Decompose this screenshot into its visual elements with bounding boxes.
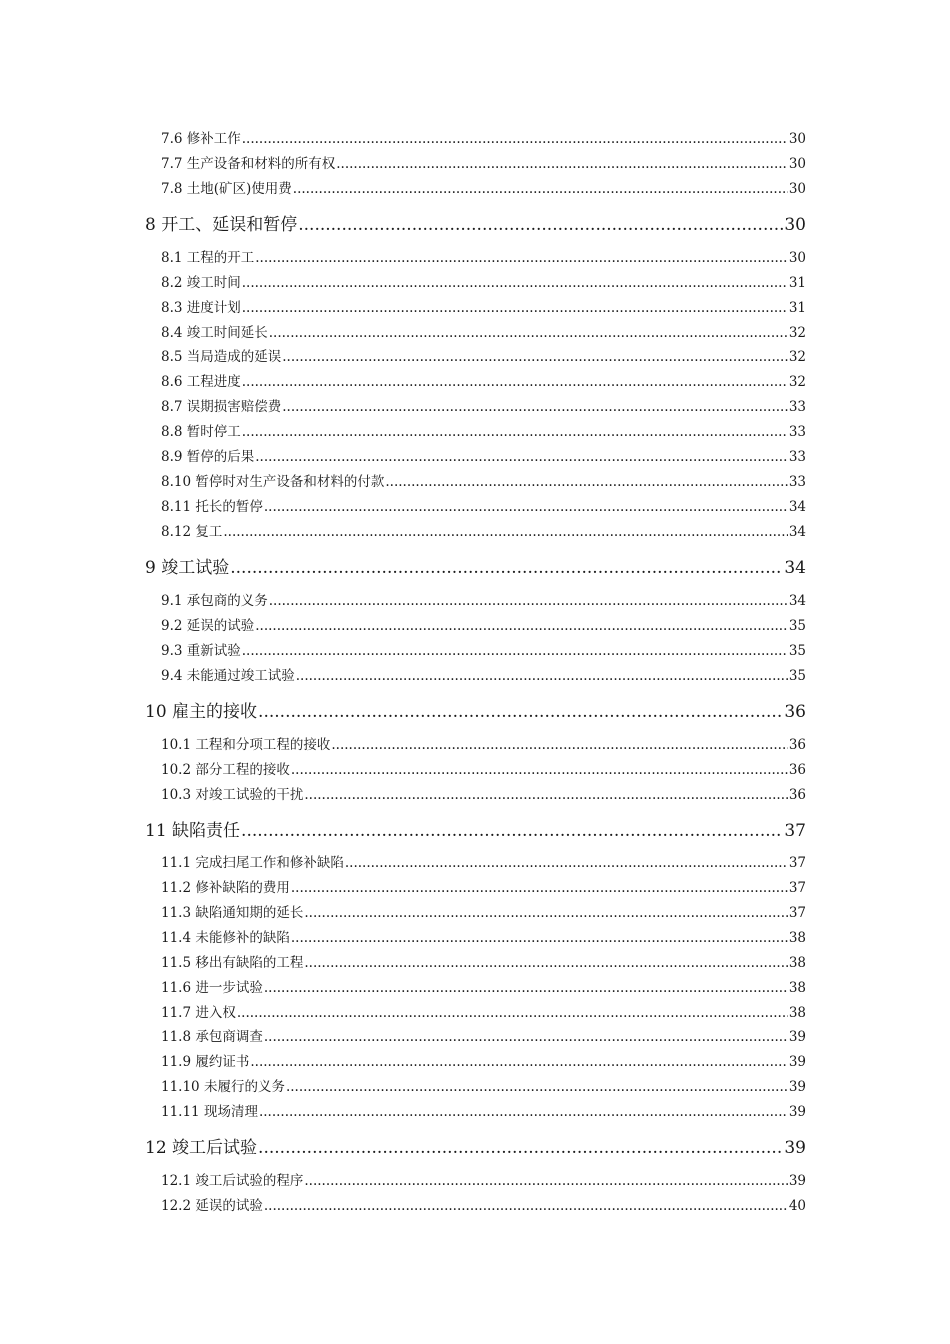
dot-leader: [345, 855, 788, 871]
toc-entry-title: 11.1 完成扫尾工作和修补缺陷: [161, 855, 344, 871]
toc-page-number: 32: [788, 349, 806, 365]
toc-entry-title: 10.3 对竣工试验的干扰: [161, 787, 304, 803]
toc-entry-title: 8.5 当局造成的延误: [161, 349, 282, 365]
toc-section-entry[interactable]: [161, 951, 806, 971]
toc-page-number: 38: [788, 1005, 806, 1021]
dot-leader: [385, 474, 787, 490]
toc-section-entry[interactable]: [161, 445, 806, 465]
toc-chapter-entry[interactable]: [145, 1133, 806, 1158]
toc-section-entry[interactable]: [161, 345, 806, 365]
toc-section-entry[interactable]: [161, 1001, 806, 1021]
toc-section-entry[interactable]: [161, 152, 806, 172]
toc-entry-title: 11.11 现场清理: [161, 1104, 258, 1120]
toc-entry-title: 10.2 部分工程的接收: [161, 762, 290, 778]
toc-page-number: 30: [788, 181, 806, 197]
toc-entry-title: 8.12 复工: [161, 524, 223, 540]
dot-leader: [304, 787, 787, 803]
dot-leader: [250, 1054, 787, 1070]
dot-leader: [304, 955, 787, 971]
toc-entry-title: 12 竣工后试验: [145, 1138, 258, 1158]
toc-section-entry[interactable]: [161, 520, 806, 540]
toc-page-number: 36: [788, 762, 806, 778]
toc-section-entry[interactable]: [161, 664, 806, 684]
toc-entry-title: 8.7 误期损害赔偿费: [161, 399, 282, 415]
dot-leader: [269, 593, 788, 609]
toc-entry-title: 11.10 未履行的义务: [161, 1079, 285, 1095]
toc-page-number: 38: [788, 980, 806, 996]
toc-page-number: 38: [788, 955, 806, 971]
toc-page-number: 33: [788, 424, 806, 440]
toc-section-entry[interactable]: [161, 976, 806, 996]
toc-section-entry[interactable]: [161, 177, 806, 197]
dot-leader: [259, 1104, 788, 1120]
toc-entry-title: 8.11 托长的暂停: [161, 499, 263, 515]
toc-section-entry[interactable]: [161, 639, 806, 659]
dot-leader: [242, 643, 788, 659]
toc-page-number: 39: [788, 1104, 806, 1120]
dot-leader: [264, 499, 788, 515]
toc-page-number: 39: [788, 1079, 806, 1095]
toc-section-entry[interactable]: [161, 127, 806, 147]
toc-section-entry[interactable]: [161, 876, 806, 896]
toc-section-entry[interactable]: [161, 1050, 806, 1070]
dot-leader: [331, 737, 787, 753]
dot-leader: [286, 1079, 788, 1095]
toc-entry-title: 11.4 未能修补的缺陷: [161, 930, 290, 946]
toc-section-entry[interactable]: [161, 1169, 806, 1189]
toc-entry-title: 8.10 暂停时对生产设备和材料的付款: [161, 474, 385, 490]
toc-entry-title: 7.8 土地(矿区)使用费: [161, 181, 292, 197]
toc-entry-title: 10 雇主的接收: [145, 702, 258, 722]
dot-leader: [223, 524, 787, 540]
toc-entry-title: 12.2 延误的试验: [161, 1198, 263, 1214]
dot-leader: [242, 424, 788, 440]
toc-page-number: 34: [788, 499, 806, 515]
toc-chapter-entry[interactable]: [145, 816, 806, 841]
dot-leader: [258, 702, 783, 722]
toc-page-number: 37: [784, 821, 806, 841]
dot-leader: [242, 275, 788, 291]
dot-leader: [336, 156, 788, 172]
toc-entry-title: 12.1 竣工后试验的程序: [161, 1173, 304, 1189]
dot-leader: [296, 668, 788, 684]
toc-section-entry[interactable]: [161, 420, 806, 440]
toc-entry-title: 8.1 工程的开工: [161, 250, 255, 266]
dot-leader: [242, 131, 788, 147]
toc-entry-title: 8.4 竣工时间延长: [161, 325, 268, 341]
toc-entry-title: 11.2 修补缺陷的费用: [161, 880, 290, 896]
toc-section-entry[interactable]: [161, 783, 806, 803]
toc-chapter-entry[interactable]: [145, 210, 806, 235]
toc-page-number: 35: [788, 668, 806, 684]
dot-leader: [304, 1173, 787, 1189]
dot-leader: [269, 325, 788, 341]
dot-leader: [304, 905, 787, 921]
toc-page-number: 30: [788, 131, 806, 147]
dot-leader: [298, 215, 783, 235]
toc-section-entry[interactable]: [161, 614, 806, 634]
toc-page-number: 33: [788, 399, 806, 415]
toc-page-number: 37: [788, 880, 806, 896]
dot-leader: [264, 1029, 788, 1045]
toc-entry-title: 11.9 履约证书: [161, 1054, 250, 1070]
toc-entry-title: 11.3 缺陷通知期的延长: [161, 905, 304, 921]
toc-page-number: 36: [788, 737, 806, 753]
toc-page-number: 32: [788, 374, 806, 390]
dot-leader: [264, 980, 788, 996]
toc-entry-title: 7.6 修补工作: [161, 131, 241, 147]
toc-page-number: 36: [784, 702, 806, 722]
toc-page-number: 34: [784, 558, 806, 578]
toc-entry-title: 9 竣工试验: [145, 558, 230, 578]
toc-section-entry[interactable]: [161, 1100, 806, 1120]
toc-entry-title: 7.7 生产设备和材料的所有权: [161, 156, 336, 172]
dot-leader: [255, 250, 788, 266]
toc-section-entry[interactable]: [161, 495, 806, 515]
toc-page-number: 34: [788, 593, 806, 609]
dot-leader: [264, 1198, 788, 1214]
dot-leader: [282, 349, 788, 365]
dot-leader: [242, 374, 788, 390]
toc-section-entry[interactable]: [161, 296, 806, 316]
toc-page-number: 32: [788, 325, 806, 341]
toc-entry-title: 9.2 延误的试验: [161, 618, 255, 634]
toc-entry-title: 10.1 工程和分项工程的接收: [161, 737, 331, 753]
toc-chapter-entry[interactable]: [145, 697, 806, 722]
toc-section-entry[interactable]: [161, 901, 806, 921]
dot-leader: [230, 558, 783, 578]
toc-entry-title: 11.7 进入权: [161, 1005, 236, 1021]
toc-page-number: 37: [788, 905, 806, 921]
toc-page-number: 33: [788, 449, 806, 465]
toc-entry-title: 8.6 工程进度: [161, 374, 241, 390]
toc-page-number: 36: [788, 787, 806, 803]
toc-section-entry[interactable]: [161, 470, 806, 490]
dot-leader: [293, 181, 788, 197]
toc-page-number: 30: [788, 250, 806, 266]
dot-leader: [241, 821, 783, 841]
toc-entry-title: 11 缺陷责任: [145, 821, 241, 841]
toc-section-entry[interactable]: [161, 395, 806, 415]
toc-page-number: 39: [784, 1138, 806, 1158]
toc-page-number: 30: [788, 156, 806, 172]
toc-page-number: 39: [788, 1029, 806, 1045]
toc-chapter-entry[interactable]: [145, 553, 806, 578]
toc-section-entry[interactable]: [161, 1194, 806, 1214]
toc-entry-title: 8.9 暂停的后果: [161, 449, 255, 465]
toc-entry-title: 9.1 承包商的义务: [161, 593, 268, 609]
toc-page-number: 40: [788, 1198, 806, 1214]
toc-page-number: 35: [788, 643, 806, 659]
dot-leader: [258, 1138, 783, 1158]
toc-section-entry[interactable]: [161, 758, 806, 778]
toc-section-entry[interactable]: [161, 1025, 806, 1045]
toc-page-number: 37: [788, 855, 806, 871]
toc-section-entry[interactable]: [161, 246, 806, 266]
toc-entry-title: 9.3 重新试验: [161, 643, 241, 659]
toc-entry-title: 9.4 未能通过竣工试验: [161, 668, 295, 684]
toc-section-entry[interactable]: [161, 321, 806, 341]
dot-leader: [291, 930, 788, 946]
toc-section-entry[interactable]: [161, 1075, 806, 1095]
toc-section-entry[interactable]: [161, 851, 806, 871]
toc-page-number: 34: [788, 524, 806, 540]
dot-leader: [291, 762, 788, 778]
toc-section-entry[interactable]: [161, 733, 806, 753]
toc-page-number: 35: [788, 618, 806, 634]
toc-page-number: 39: [788, 1054, 806, 1070]
toc-page-number: 38: [788, 930, 806, 946]
toc-section-entry[interactable]: [161, 370, 806, 390]
toc-entry-title: 8.8 暂时停工: [161, 424, 241, 440]
toc-entry-title: 8 开工、延误和暂停: [145, 215, 298, 235]
toc-entry-title: 11.8 承包商调查: [161, 1029, 263, 1045]
toc-section-entry[interactable]: [161, 271, 806, 291]
toc-page-number: 30: [784, 215, 806, 235]
toc-entry-title: 11.6 进一步试验: [161, 980, 263, 996]
toc-page-number: 39: [788, 1173, 806, 1189]
dot-leader: [291, 880, 788, 896]
dot-leader: [242, 300, 788, 316]
toc-page-number: 31: [788, 300, 806, 316]
toc-page-number: 33: [788, 474, 806, 490]
toc-page-number: 31: [788, 275, 806, 291]
dot-leader: [237, 1005, 788, 1021]
toc-section-entry[interactable]: [161, 926, 806, 946]
dot-leader: [282, 399, 788, 415]
dot-leader: [255, 618, 788, 634]
toc-entry-title: 8.2 竣工时间: [161, 275, 241, 291]
toc-entry-title: 11.5 移出有缺陷的工程: [161, 955, 304, 971]
toc-section-entry[interactable]: [161, 589, 806, 609]
dot-leader: [255, 449, 788, 465]
toc-entry-title: 8.3 进度计划: [161, 300, 241, 316]
